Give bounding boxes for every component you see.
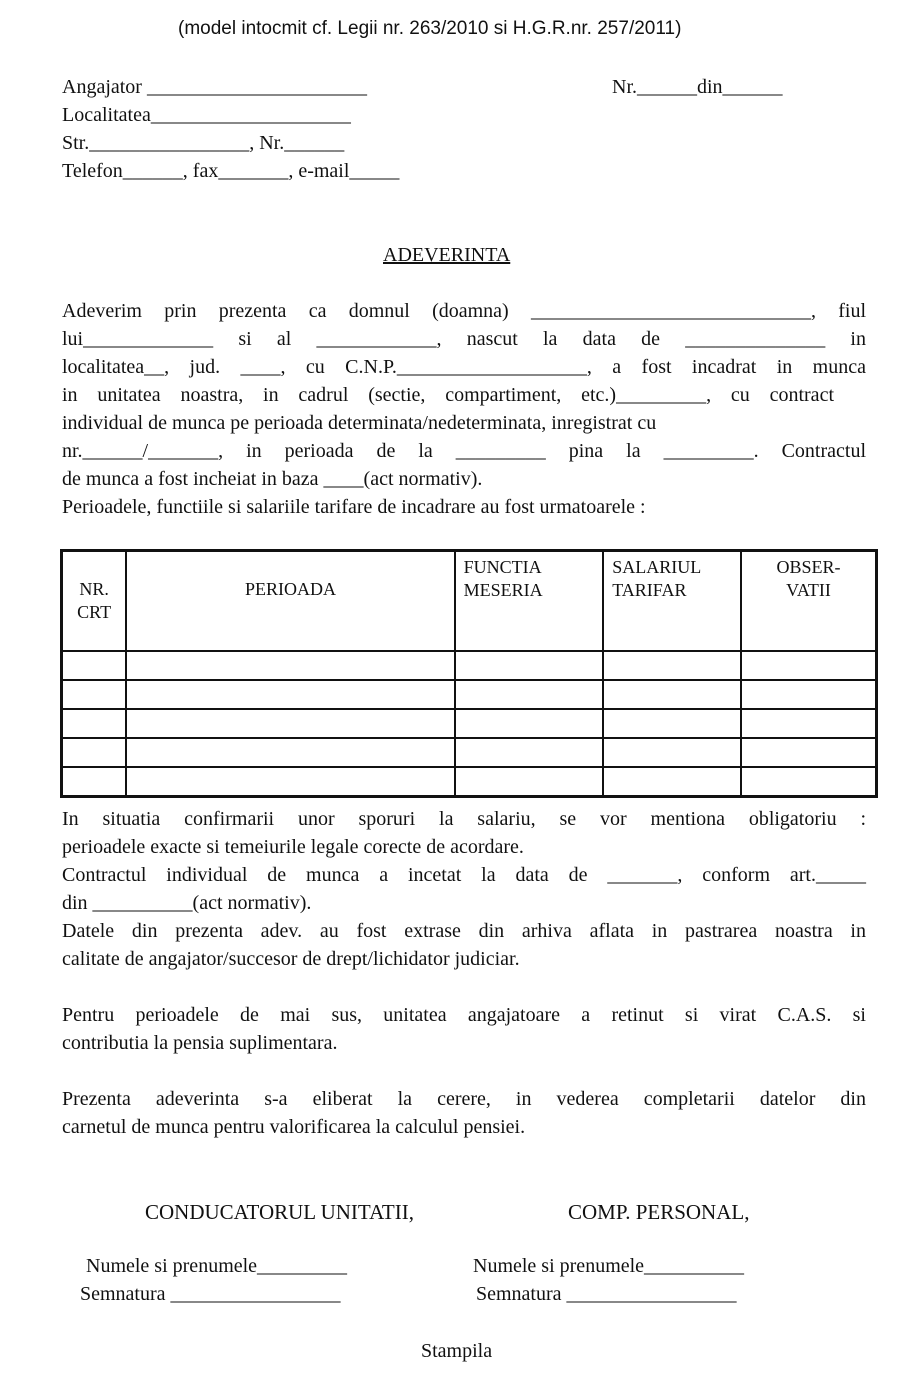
header-text: VATII xyxy=(786,580,831,600)
archive-line: Datele din prezenta adev. au fost extrase din arhiva aflata in pastrarea noastra in xyxy=(62,920,866,942)
table-cell xyxy=(603,767,741,797)
header-text: SALARIUL xyxy=(612,557,702,577)
unit-manager-title: CONDUCATORUL UNITATII, xyxy=(145,1200,414,1224)
header-text: TARIFAR xyxy=(612,580,687,600)
table-cell xyxy=(741,709,877,738)
sporuri-line: perioadele exacte si temeiurile legale corecte de acordare. xyxy=(62,836,524,858)
table-cell xyxy=(741,651,877,680)
table-cell xyxy=(741,680,877,709)
request-line: Prezenta adeverinta s-a eliberat la cerere, in vederea completarii datelor din xyxy=(62,1088,866,1110)
table-cell xyxy=(126,680,454,709)
archive-line: calitate de angajator/succesor de drept/lichidator judiciar. xyxy=(62,948,520,970)
contract-end-line: din __________(act normativ). xyxy=(62,892,312,914)
table-row xyxy=(62,767,877,797)
header-perioada xyxy=(126,551,454,652)
employment-periods-table xyxy=(60,549,878,798)
body-line: individual de munca pe perioada determinata/nedeterminata, inregistrat cu xyxy=(62,412,657,434)
body-line: de munca a fost incheiat in baza ____(act normativ). xyxy=(62,468,483,490)
header-text: PERIOADA xyxy=(244,579,336,599)
body-line: in unitatea noastra, in cadrul (sectie, compartiment, etc.)_________, cu contract xyxy=(62,384,834,406)
table-row xyxy=(62,709,877,738)
header-text: NR. xyxy=(79,579,109,599)
cas-line: Pentru perioadele de mai sus, unitatea angajatoare a retinut si virat C.A.S. si xyxy=(62,1004,866,1026)
body-line: localitatea__, jud. ____, cu C.N.P.___________________, a fost incadrat in munca xyxy=(62,356,866,378)
table-cell xyxy=(603,738,741,767)
table-cell xyxy=(455,680,604,709)
table-cell xyxy=(455,709,604,738)
header-text: OBSER- xyxy=(776,557,841,577)
header-salariul xyxy=(603,551,741,652)
document-title: ADEVERINTA xyxy=(383,244,511,266)
header-observatii xyxy=(741,551,877,652)
table-cell xyxy=(62,651,127,680)
table-header-row xyxy=(62,551,877,652)
registration-number-field: Nr.______din______ xyxy=(612,76,783,98)
table-cell xyxy=(603,651,741,680)
table-cell xyxy=(603,709,741,738)
table-cell xyxy=(455,767,604,797)
header-text: FUNCTIA xyxy=(463,557,542,577)
legal-reference-note: (model intocmit cf. Legii nr. 263/2010 si H.G.R.nr. 257/2011) xyxy=(178,18,682,39)
stamp-label: Stampila xyxy=(421,1340,493,1362)
manager-signature-field: Semnatura _________________ xyxy=(80,1283,341,1305)
table-cell xyxy=(455,651,604,680)
body-line: lui_____________ si al ____________, nascut la data de ______________ in xyxy=(62,328,866,350)
body-line: Adeverim prin prezenta ca domnul (doamna) ____________________________, fiul xyxy=(62,300,866,322)
table-cell xyxy=(741,767,877,797)
manager-name-field: Numele si prenumele_________ xyxy=(86,1255,348,1277)
table-cell xyxy=(603,680,741,709)
street-field: Str.________________, Nr.______ xyxy=(62,132,345,154)
header-text: MESERIA xyxy=(463,580,543,600)
table-cell xyxy=(62,767,127,797)
header-nr-crt xyxy=(62,551,127,652)
table-cell xyxy=(455,738,604,767)
sporuri-line: In situatia confirmarii unor sporuri la salariu, se vor mentiona obligatoriu : xyxy=(62,808,866,830)
table-row xyxy=(62,680,877,709)
table-cell xyxy=(62,738,127,767)
header-functia xyxy=(455,551,604,652)
contract-end-line: Contractul individual de munca a incetat la data de _______, conform art._____ xyxy=(62,864,866,886)
table-cell xyxy=(126,767,454,797)
body-line: nr.______/_______, in perioada de la _________ pina la _________. Contractul xyxy=(62,440,866,462)
body-line: Perioadele, functiile si salariile tarifare de incadrare au fost urmatoarele : xyxy=(62,496,646,518)
table-cell xyxy=(126,709,454,738)
table-cell xyxy=(62,680,127,709)
table-cell xyxy=(741,738,877,767)
personnel-dept-title: COMP. PERSONAL, xyxy=(568,1200,750,1224)
table-cell xyxy=(62,709,127,738)
employer-field: Angajator ______________________ xyxy=(62,76,367,98)
table-row xyxy=(62,651,877,680)
personnel-signature-field: Semnatura _________________ xyxy=(476,1283,737,1305)
contact-field: Telefon______, fax_______, e-mail_____ xyxy=(62,160,400,182)
header-text: CRT xyxy=(77,602,112,622)
table-row xyxy=(62,738,877,767)
table-cell xyxy=(126,651,454,680)
locality-field: Localitatea____________________ xyxy=(62,104,351,126)
personnel-name-field: Numele si prenumele__________ xyxy=(473,1255,745,1277)
request-line: carnetul de munca pentru valorificarea la calculul pensiei. xyxy=(62,1116,526,1138)
table-cell xyxy=(126,738,454,767)
cas-line: contributia la pensia suplimentara. xyxy=(62,1032,338,1054)
